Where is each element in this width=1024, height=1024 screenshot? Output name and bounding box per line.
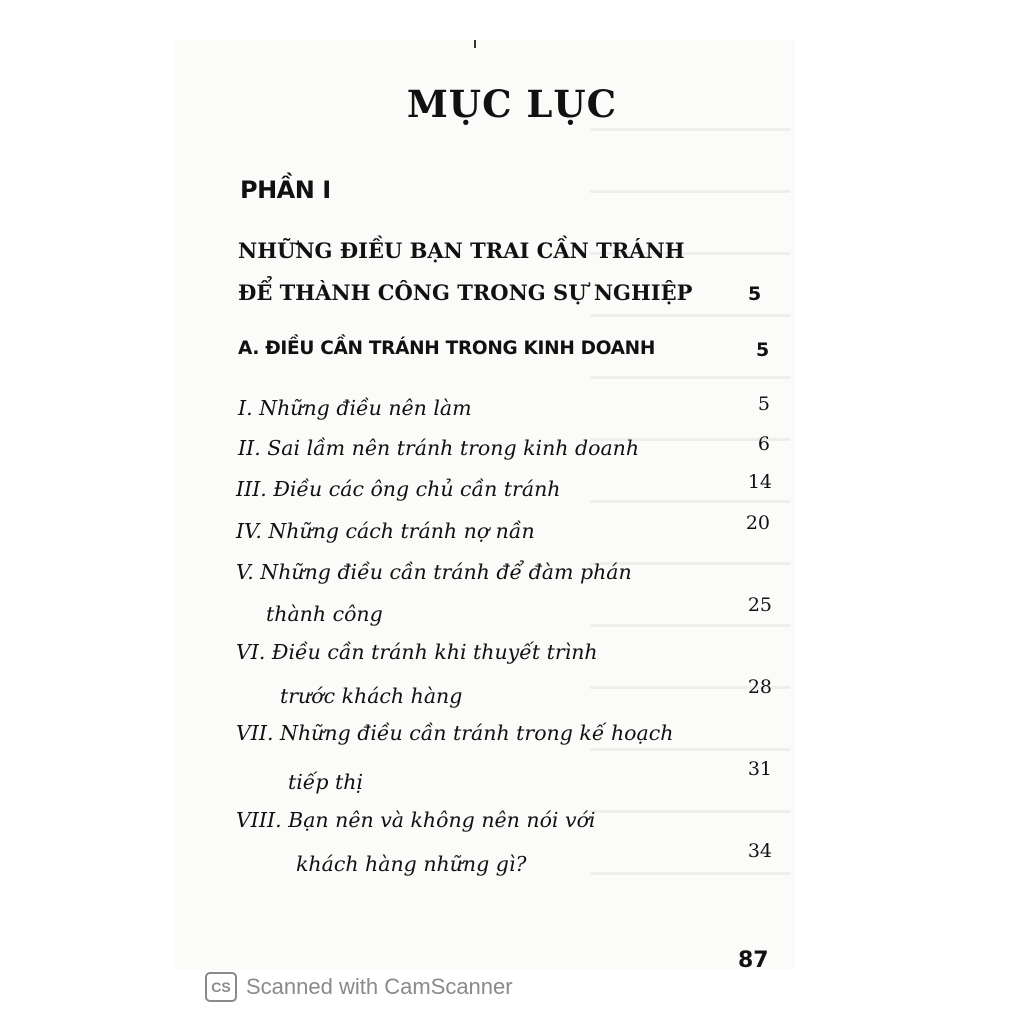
page-title: MỤC LỤC <box>406 82 618 126</box>
toc-entry-2: II. Sai lầm nên tránh trong kinh doanh <box>238 436 640 460</box>
page-number: 87 <box>738 948 769 973</box>
print-mark <box>474 40 476 48</box>
toc-entry-7-cont: tiếp thị <box>288 770 364 794</box>
toc-entry-2-page: 6 <box>757 433 770 455</box>
camscanner-logo-icon: CS <box>205 972 237 1002</box>
toc-entry-8: VIII. Bạn nên và không nên nói với <box>236 808 596 832</box>
toc-entry-6-cont: trước khách hàng <box>280 684 463 708</box>
toc-entry-8-page: 34 <box>747 840 772 862</box>
toc-entry-5-cont: thành công <box>266 602 383 626</box>
part-title-line-2: ĐỂ THÀNH CÔNG TRONG SỰ NGHIỆP <box>238 280 693 305</box>
toc-entry-7: VII. Những điều cần tránh trong kế hoạch <box>236 721 674 745</box>
toc-entry-3-page: 14 <box>747 471 772 493</box>
toc-entry-4-page: 20 <box>745 512 770 534</box>
toc-entry-1-page: 5 <box>757 393 770 415</box>
scanner-watermark <box>205 972 513 1002</box>
toc-entry-1: I. Những điều nên làm <box>238 396 472 420</box>
scanner-watermark-text: Scanned with CamScanner <box>246 974 513 999</box>
section-page-number: 5 <box>756 339 770 361</box>
toc-entry-6: VI. Điều cần tránh khi thuyết trình <box>236 640 598 664</box>
part-label: PHẦN I <box>240 176 331 204</box>
section-title: A. ĐIỀU CẦN TRÁNH TRONG KINH DOANH <box>238 338 656 359</box>
part-page-number: 5 <box>748 283 762 305</box>
toc-entry-5-page: 25 <box>747 594 772 616</box>
toc-entry-4: IV. Những cách tránh nợ nần <box>236 519 535 543</box>
toc-entry-7-page: 31 <box>747 758 772 780</box>
toc-entry-5: V. Những điều cần tránh để đàm phán <box>236 560 632 584</box>
toc-entry-3: III. Điều các ông chủ cần tránh <box>236 477 561 501</box>
toc-entry-6-page: 28 <box>747 676 772 698</box>
part-title-line-1: NHỮNG ĐIỀU BẠN TRAI CẦN TRÁNH <box>238 238 685 263</box>
toc-entry-8-cont: khách hàng những gì? <box>296 852 527 876</box>
